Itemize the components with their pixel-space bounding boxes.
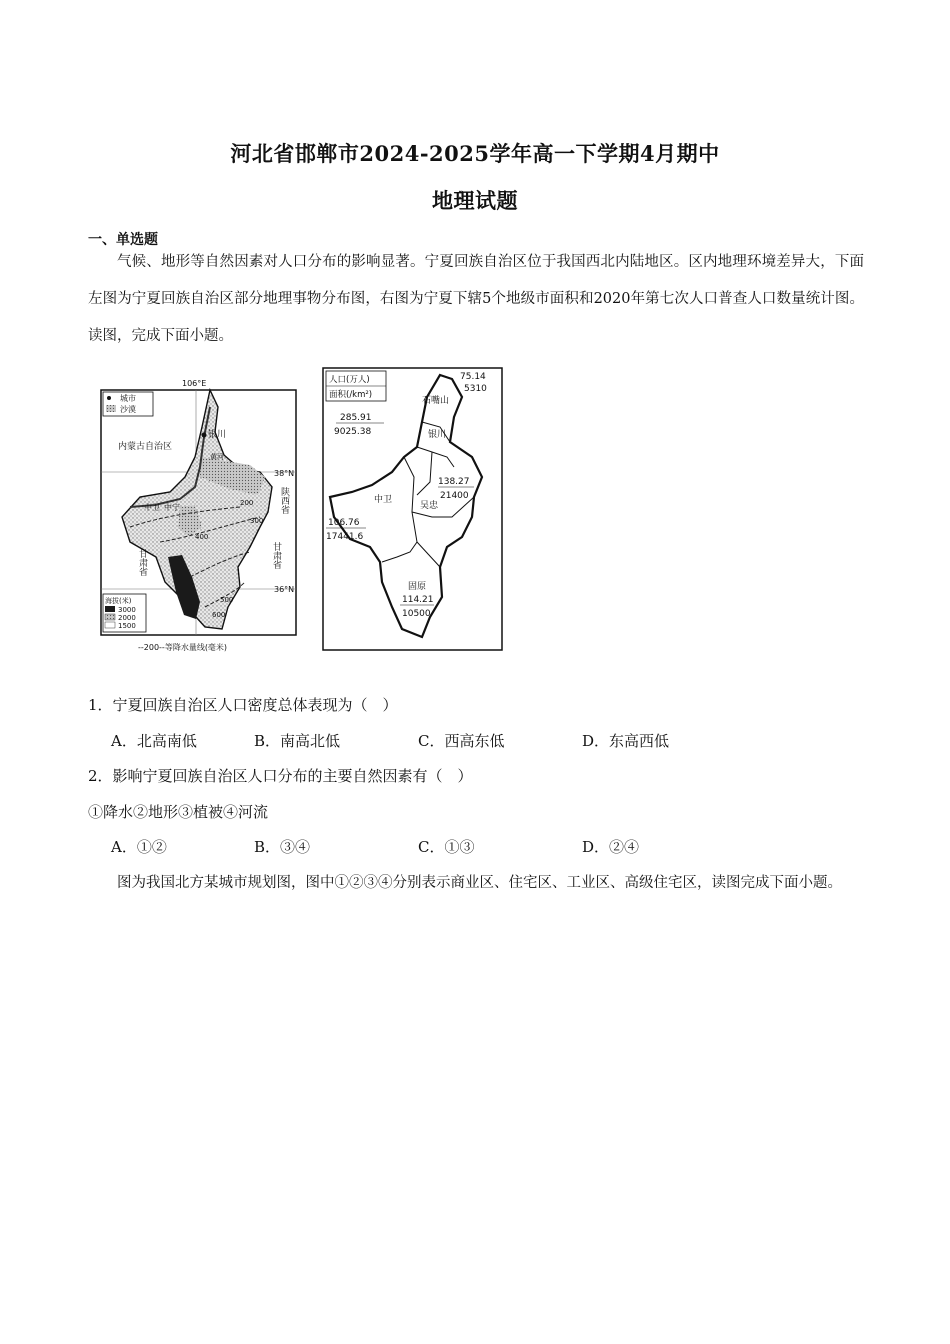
zhongwei-pop: 106.76 — [328, 518, 360, 528]
label-shaanxi: 陕西省 — [279, 487, 289, 514]
shizuishan-area: 5310 — [464, 384, 487, 394]
legend-area: 面积(/km²) — [329, 390, 373, 400]
label-yinchuan: 银川 — [208, 430, 227, 440]
lon-label: 106°E — [182, 379, 207, 388]
iso-legend: --200--等降水量线(毫米) — [138, 643, 228, 652]
question-2-items: ①降水②地形③植被④河流 — [88, 803, 269, 821]
page-subtitle: 地理试题 — [432, 188, 518, 213]
wuzhong-area: 21400 — [440, 491, 469, 501]
label-gansu-left: 甘肃省 — [137, 549, 147, 576]
iso-500: 500 — [220, 596, 234, 604]
legend-city: 城市 — [120, 394, 136, 403]
q1-option-c[interactable]: C．西高东低 — [418, 732, 505, 750]
elev-3000: 3000 — [118, 606, 136, 614]
label-gansu-right: 甘肃省 — [271, 542, 281, 569]
section-heading: 一、单选题 — [88, 232, 158, 248]
guyuan-name: 固原 — [408, 582, 427, 592]
city-legend-icon — [107, 396, 111, 400]
q2-option-c[interactable]: C．①③ — [418, 838, 475, 856]
q1-option-a[interactable]: A．北高南低 — [111, 732, 197, 750]
guyuan-pop: 114.21 — [402, 595, 434, 605]
q1-option-b[interactable]: B．南高北低 — [254, 732, 341, 750]
iso-400: 400 — [195, 533, 209, 541]
elev-title: 海拔(米) — [105, 597, 132, 605]
q1-option-d[interactable]: D．东高西低 — [582, 732, 670, 750]
yinchuan-area: 9025.38 — [334, 427, 372, 437]
intro-paragraph: 气候、地形等自然因素对人口分布的影响显著。宁夏回族自治区位于我国西北内陆地区。区内地理环境差异大，下面左图为宁夏回族自治区部分地理事物分布图，右图为宁夏下辖5个地级市面积和2020年第七次人口普查人口数量统计图。读图，完成下面小题。 — [88, 254, 864, 344]
q2-option-b[interactable]: B．③④ — [254, 838, 311, 856]
yinchuan-city-icon — [202, 433, 207, 438]
desert-legend-icon — [106, 405, 116, 412]
label-zhongning: 中宁 — [164, 503, 180, 512]
shizuishan-name: 石嘴山 — [422, 396, 450, 406]
page-title: 河北省邯郸市2024-2025学年高一下学期4月期中 — [230, 141, 720, 166]
lat-36: 36°N — [274, 585, 295, 594]
guyuan-area: 10500 — [402, 609, 431, 619]
q2-option-a[interactable]: A．①② — [111, 838, 167, 856]
q2-option-d[interactable]: D．②④ — [582, 838, 640, 856]
wuzhong-name: 吴忠 — [420, 501, 439, 511]
iso-200: 200 — [240, 499, 254, 507]
zhongwei-area: 17441.6 — [326, 532, 364, 542]
zhongwei-name: 中卫 — [374, 495, 393, 505]
legend-pop: 人口(万人) — [329, 375, 370, 385]
question-2-stem: 2．影响宁夏回族自治区人口分布的主要自然因素有（ ） — [88, 767, 473, 785]
label-neimeng: 内蒙古自治区 — [118, 442, 173, 452]
river-label: 黄河 — [210, 453, 224, 461]
shizuishan-pop: 75.14 — [460, 372, 486, 382]
label-zhongwei: 中卫 — [144, 503, 160, 512]
iso-600: 600 — [212, 611, 226, 619]
ningxia-geography-map — [100, 377, 300, 657]
iso-300: 300 — [250, 517, 264, 525]
yinchuan-pop: 285.91 — [340, 413, 372, 423]
next-intro-paragraph: 图为我国北方某城市规划图，图中①②③④分别表示商业区、住宅区、工业区、高级住宅区，读图完成下面小题。 — [117, 875, 842, 891]
elev-2000: 2000 — [118, 614, 136, 622]
ningxia-city-stats-map — [322, 367, 504, 653]
legend-desert: 沙漠 — [120, 405, 136, 414]
yinchuan-name: 银川 — [428, 430, 447, 440]
wuzhong-pop: 138.27 — [438, 477, 470, 487]
lat-38: 38°N — [274, 469, 295, 478]
question-1-stem: 1．宁夏回族自治区人口密度总体表现为（ ） — [88, 696, 398, 714]
elev-1500: 1500 — [118, 622, 136, 630]
